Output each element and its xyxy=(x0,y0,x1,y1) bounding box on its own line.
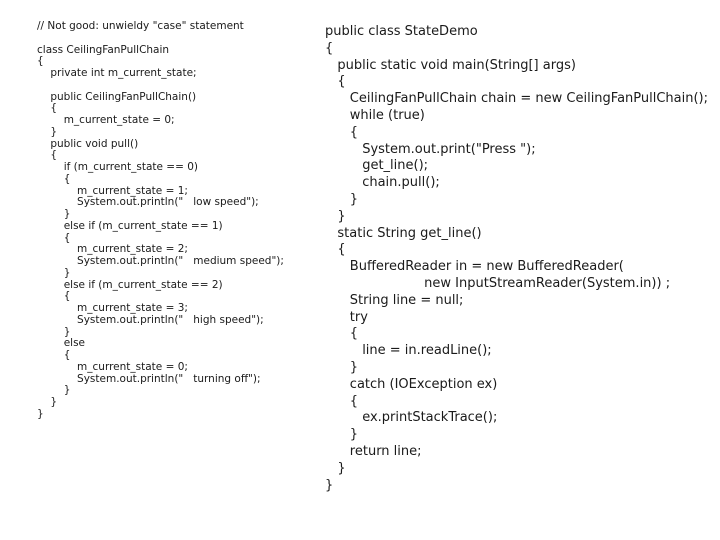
left-code-line xyxy=(37,33,284,45)
left-code-line: class CeilingFanPullChain xyxy=(37,43,170,56)
right-code-line: return line; xyxy=(325,443,422,459)
left-code-line: { xyxy=(37,349,71,361)
right-code-line: catch (IOException ex) xyxy=(325,376,498,392)
left-code-line: System.out.println(" high speed"); xyxy=(37,313,264,326)
right-code-line: new InputStreamReader(System.in)) ; xyxy=(325,275,671,291)
right-code-line: System.out.print("Press "); xyxy=(325,141,536,157)
left-code-line: } xyxy=(37,396,58,408)
left-code-line: } xyxy=(37,266,71,279)
right-code-line: public class StateDemo xyxy=(325,24,478,39)
right-code-line: chain.pull(); xyxy=(325,175,440,191)
right-code-line: { xyxy=(325,74,346,90)
left-code-line: } xyxy=(37,384,71,397)
right-code-line: line = in.readLine(); xyxy=(325,343,492,359)
right-code-line: } xyxy=(325,427,359,443)
left-code-line: System.out.println(" medium speed"); xyxy=(37,255,284,267)
left-code-line: else if (m_current_state == 1) xyxy=(37,219,223,232)
left-code-line: } xyxy=(37,125,58,138)
right-code-line: } xyxy=(325,460,346,476)
left-code-line: public void pull() xyxy=(37,137,139,150)
right-code-line: } xyxy=(325,477,334,493)
left-code-line: } xyxy=(37,325,71,338)
left-code-line: public CeilingFanPullChain() xyxy=(37,90,197,103)
left-code-line: private int m_current_state; xyxy=(37,67,197,79)
left-code-line: { xyxy=(37,102,58,115)
right-code-line: ex.printStackTrace(); xyxy=(325,410,498,426)
right-code-line: { xyxy=(325,326,359,342)
left-code-line: else xyxy=(37,337,86,350)
right-code-line: BufferedReader in = new BufferedReader( xyxy=(325,259,624,275)
left-code-line: if (m_current_state == 0) xyxy=(37,161,199,173)
right-code-line: { xyxy=(325,393,359,409)
left-code-line: m_current_state = 0; xyxy=(37,360,188,373)
left-code-line xyxy=(37,80,284,92)
right-code-line: } xyxy=(325,191,359,207)
left-code-line: } xyxy=(37,208,71,220)
left-code-line: // Not good: unwieldy "case" statement xyxy=(37,20,244,32)
left-code-line: m_current_state = 3; xyxy=(37,302,188,314)
right-code-line: get_line(); xyxy=(325,158,429,174)
right-code-line: } xyxy=(325,208,346,224)
left-code-line: m_current_state = 2; xyxy=(37,243,188,256)
left-code-line: System.out.println(" turning off"); xyxy=(37,372,261,385)
right-code-line: static String get_line() xyxy=(325,225,482,241)
right-code-line: { xyxy=(325,40,334,56)
left-code-line: } xyxy=(37,407,44,420)
left-code-block xyxy=(37,21,284,421)
left-code-line: else if (m_current_state == 2) xyxy=(37,278,223,291)
right-code-line: try xyxy=(325,309,368,325)
left-code-line: { xyxy=(37,290,71,303)
right-code-line: String line = null; xyxy=(325,292,464,308)
left-code-line: System.out.println(" low speed"); xyxy=(37,196,259,209)
left-code-line: { xyxy=(37,149,58,162)
right-code-line: while (true) xyxy=(325,107,425,123)
right-code-line: CeilingFanPullChain chain = new CeilingFanPullChain(); xyxy=(325,91,709,107)
right-code-line: { xyxy=(325,124,359,140)
left-code-line: { xyxy=(37,172,71,185)
left-code-line: { xyxy=(37,231,71,244)
left-code-line: { xyxy=(37,55,44,68)
left-code-line: m_current_state = 0; xyxy=(37,114,175,126)
right-code-line: public static void main(String[] args) xyxy=(325,57,576,73)
right-code-block xyxy=(325,24,708,494)
right-code-line: { xyxy=(325,242,346,258)
left-code-line: m_current_state = 1; xyxy=(37,184,188,197)
right-code-line: } xyxy=(325,359,359,375)
